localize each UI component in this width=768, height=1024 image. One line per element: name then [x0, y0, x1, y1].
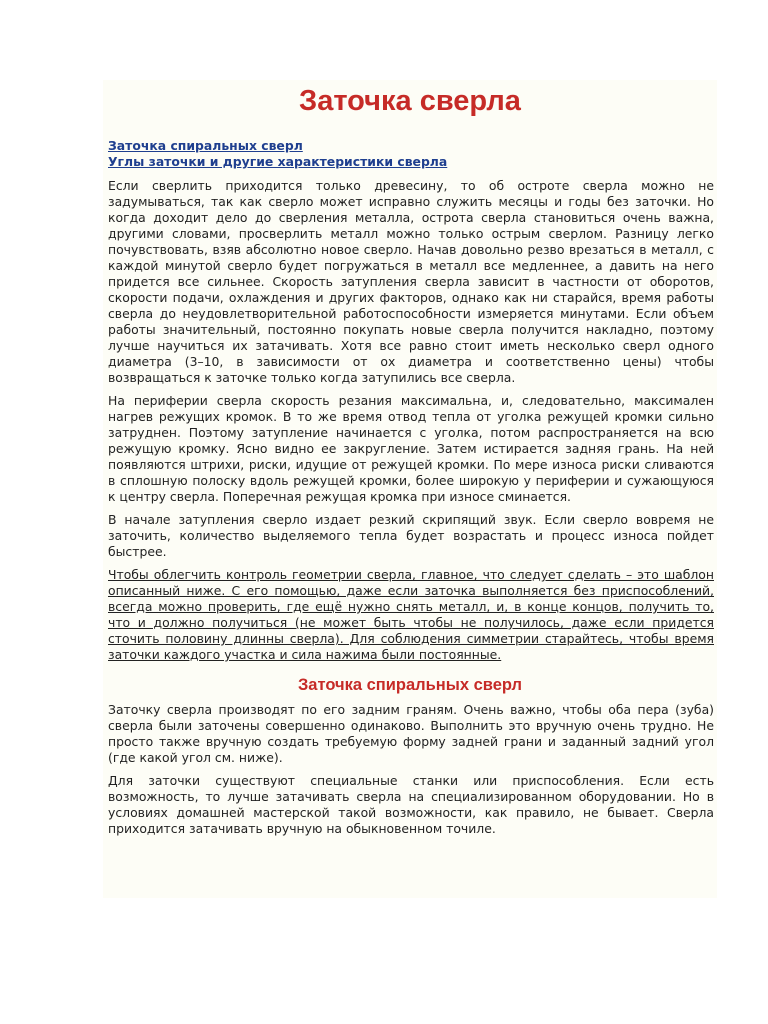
- paragraph-back-faces: Заточку сверла производят по его задним граням. Очень важно, чтобы оба пера (зуба) сверла были заточены совершенно одинаково. Выполнить это вручную очень трудно. Не просто также вручную создать требуемую форму задней грани и заданный задний угол (где какой угол см. ниже).: [108, 702, 714, 765]
- paragraph-machines: Для заточки существуют специальные станки или приспособления. Если есть возможность, то лучше затачивать сверла на специализированном оборудовании. Но в условиях домашней мастерской такой возможности, как правило, не бывает. Сверла приходится затачивать вручную на обыкновенном точиле.: [108, 773, 714, 836]
- paragraph-dulling-sound: В начале затупления сверло издает резкий скрипящий звук. Если сверло вовремя не заточить, количество выделяемого тепла будет возрастать и процесс износа пойдет быстрее.: [108, 512, 714, 559]
- link-spiral-drill-sharpening[interactable]: Заточка спиральных сверл: [108, 138, 303, 153]
- paragraph-template-note: Чтобы облегчить контроль геометрии сверла, главное, что следует сделать – это шаблон описанный ниже. С его помощью, даже если заточка выполняется без приспособлений, всегда можно проверить, где ещё нужно снять металл, и, в конце концов, получить то, что и должно получиться (не может быть чтобы не получилось, даже если придется сточить половину длинны сверла). Для соблюдения симметрии старайтесь, чтобы время заточки каждого участка и сила нажима были постоянные.: [108, 567, 714, 662]
- link-sharpening-angles[interactable]: Углы заточки и другие характеристики сверла: [108, 154, 448, 169]
- paragraph-intro: Если сверлить приходится только древесину, то об остроте сверла можно не задумываться, так как сверло может исправно служить месяцы и годы без заточки. Но когда доходит дело до сверления металла, острота сверла становиться очень важна, другими словами, просверлить металл можно только острым сверлом. Разницу легко почувствовать, взяв абсолютно новое сверло. Начав довольно резво врезаться в металл, с каждой минутой сверло будет погружаться в металл все медленнее, а давить на него придется все сильнее. Скорость затупления сверла зависит в частности от оборотов, скорости подачи, охлаждения и других факторов, однако как ни старайся, время работы сверла до неудовлетворительной работоспособности измеряется минутами. Если объем работы значительный, постоянно покупать новые сверла получится накладно, поэтому лучше научиться их затачивать. Хотя все равно стоит иметь несколько сверл одного диаметра (3–10, в зависимости от ох диаметра и соответственно цены) чтобы возвращаться к заточке только когда затупились все сверла.: [108, 178, 714, 385]
- section-heading: Заточка спиральных сверл: [297, 676, 523, 694]
- article: [103, 80, 717, 898]
- table-of-contents: [108, 138, 717, 170]
- page-title: Заточка сверла: [299, 85, 521, 117]
- paragraph-wear: На периферии сверла скорость резания максимальна, и, следовательно, максимален нагрев режущих кромок. В то же время отвод тепла от уголка режущей кромки сильно затруднен. Поэтому затупление начинается с уголка, потом распространяется на всю режущую кромку. Ясно видно ее закругление. Затем истирается задняя грань. На ней появляются штрихи, риски, идущие от режущей кромки. По мере износа риски сливаются в сплошную полоску вдоль режущей кромки, более широкую у периферии и сужающуюся к центру сверла. Поперечная режущая кромка при износе сминается.: [108, 393, 714, 504]
